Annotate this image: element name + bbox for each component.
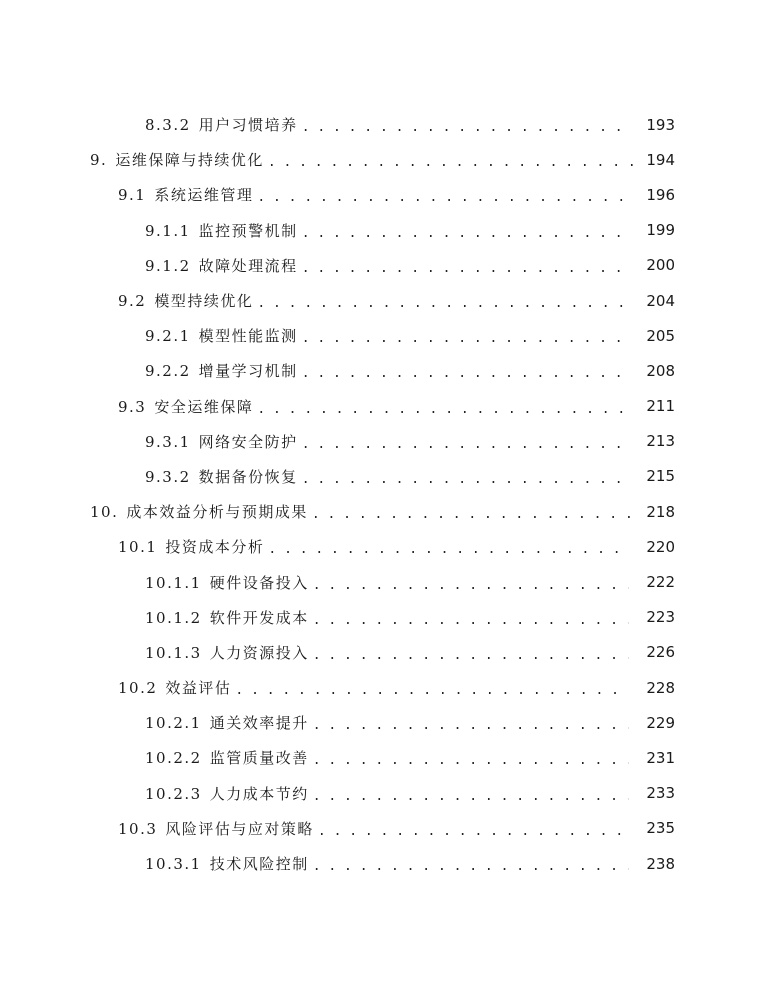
toc-entry[interactable] [0, 177, 765, 212]
toc-entry-title: 模型性能监测 [198, 327, 298, 346]
toc-dot-leader [302, 472, 629, 487]
toc-entry-number: 10.1.2 [145, 608, 202, 627]
toc-page-number: 229 [646, 713, 675, 732]
toc-entry-number: 9.2.1 [145, 327, 191, 346]
toc-entry[interactable] [0, 670, 765, 705]
toc-page-number: 231 [646, 748, 675, 767]
toc-entry[interactable] [0, 740, 765, 775]
toc-entry-title: 软件开发成本 [209, 608, 309, 627]
toc-dot-leader [313, 859, 629, 874]
toc-entry[interactable] [0, 107, 765, 142]
toc-entry-number: 10.2.2 [145, 749, 202, 768]
toc-entry[interactable] [0, 248, 765, 283]
toc-dot-leader [302, 331, 629, 346]
toc-entry[interactable] [0, 564, 765, 599]
toc-entry-label [145, 572, 309, 593]
toc-page-number: 220 [646, 537, 675, 556]
toc-entry-label [145, 853, 309, 874]
toc-page-number: 196 [646, 185, 675, 204]
toc-entry-title: 风险评估与应对策略 [165, 819, 314, 838]
toc-entry-title: 硬件设备投入 [209, 573, 309, 592]
toc-page-number: 223 [646, 608, 675, 627]
toc-entry-title: 效益评估 [165, 679, 232, 698]
toc-entry-label [145, 642, 309, 663]
toc-entry-title: 监管质量改善 [209, 749, 309, 768]
toc-entry-number: 9.2 [118, 292, 147, 311]
toc-entry-label [145, 712, 309, 733]
toc-entry-title: 监控预警机制 [198, 221, 298, 240]
toc-entry-title: 技术风险控制 [209, 855, 309, 874]
toc-page-number: 238 [646, 854, 675, 873]
toc-entry-title: 故障处理流程 [198, 256, 298, 275]
toc-entry[interactable] [0, 705, 765, 740]
toc-entry[interactable] [0, 142, 765, 177]
toc-entry-title: 投资成本分析 [165, 538, 265, 557]
toc-entry-title: 安全运维保障 [154, 397, 254, 416]
toc-entry-label [145, 607, 309, 628]
toc-entry-title: 增量学习机制 [198, 362, 298, 381]
toc-entry[interactable] [0, 459, 765, 494]
toc-entry-number: 8.3.2 [145, 116, 191, 135]
toc-entry-title: 系统运维管理 [154, 186, 254, 205]
toc-page-number: 213 [646, 432, 675, 451]
toc-entry-number: 9.3.2 [145, 467, 191, 486]
toc-entry-title: 运维保障与持续优化 [115, 151, 264, 170]
toc-entry[interactable] [0, 811, 765, 846]
toc-entry-label [145, 747, 309, 768]
toc-entry-number: 10.2 [118, 679, 158, 698]
toc-entry-label [145, 360, 298, 381]
toc-entry-number: 10.1 [118, 538, 158, 557]
toc-page-number: 199 [646, 221, 675, 240]
toc-entry-label [90, 501, 308, 522]
toc-dot-leader [318, 824, 629, 839]
toc-entry-title: 模型持续优化 [154, 292, 254, 311]
toc-entry[interactable] [0, 213, 765, 248]
toc-dot-leader [257, 296, 629, 311]
toc-entry-label [145, 466, 298, 487]
toc-dot-leader [302, 226, 629, 241]
toc-entry[interactable] [0, 353, 765, 388]
toc-entry-number: 9.1 [118, 186, 147, 205]
toc-entry-label [145, 114, 298, 135]
toc-page-number: 228 [646, 678, 675, 697]
toc-entry-title: 用户习惯培养 [198, 116, 298, 135]
toc-entry-label [118, 536, 264, 557]
toc-entry-label [118, 396, 253, 417]
toc-entry-label [145, 220, 298, 241]
toc-dot-leader [313, 578, 629, 593]
toc-page-number: 205 [646, 326, 675, 345]
toc-dot-leader [313, 648, 629, 663]
toc-entry[interactable] [0, 494, 765, 529]
toc-entry-number: 9.1.1 [145, 221, 191, 240]
toc-entry-label [90, 149, 264, 170]
toc-entry-title: 人力资源投入 [209, 643, 309, 662]
toc-page-number: 235 [646, 819, 675, 838]
toc-entry-number: 9.2.2 [145, 362, 191, 381]
toc-page-number: 194 [646, 150, 675, 169]
toc-page-number: 222 [646, 573, 675, 592]
toc-page-number: 226 [646, 643, 675, 662]
toc-dot-leader [302, 437, 629, 452]
toc-dot-leader [268, 542, 629, 557]
toc-page-number: 211 [646, 397, 675, 416]
toc-dot-leader [268, 155, 635, 170]
toc-dot-leader [235, 683, 629, 698]
toc-entry-title: 通关效率提升 [209, 714, 309, 733]
toc-dot-leader [312, 507, 635, 522]
toc-entry[interactable] [0, 389, 765, 424]
toc-entry[interactable] [0, 846, 765, 881]
toc-entry[interactable] [0, 776, 765, 811]
toc-entry-label [145, 431, 298, 452]
toc-dot-leader [302, 261, 629, 276]
toc-page-number: 193 [646, 115, 675, 134]
toc-dot-leader [302, 120, 629, 135]
toc-entry-label [118, 677, 231, 698]
toc-entry-title: 成本效益分析与预期成果 [126, 503, 308, 522]
toc-page-number: 233 [646, 784, 675, 803]
toc-page-number: 204 [646, 291, 675, 310]
toc-page-number: 218 [646, 502, 675, 521]
toc-dot-leader [257, 402, 629, 417]
toc-dot-leader [313, 613, 629, 628]
toc-dot-leader [257, 190, 629, 205]
toc-entry-label [118, 290, 253, 311]
toc-dot-leader [313, 789, 629, 804]
toc-entry-number: 9.3.1 [145, 432, 191, 451]
toc-entry-label [118, 184, 253, 205]
toc-entry[interactable] [0, 424, 765, 459]
toc-entry-title: 数据备份恢复 [198, 467, 298, 486]
toc-entry-number: 10. [90, 503, 119, 522]
toc-entry-label [118, 818, 314, 839]
toc-dot-leader [302, 366, 629, 381]
toc-entry-label [145, 255, 298, 276]
toc-entry[interactable] [0, 318, 765, 353]
toc-dot-leader [313, 718, 629, 733]
toc-page-number: 200 [646, 256, 675, 275]
toc-entry-number: 10.1.3 [145, 643, 202, 662]
toc-entry[interactable] [0, 529, 765, 564]
toc-entry-number: 10.2.3 [145, 784, 202, 803]
toc-entry-number: 9.3 [118, 397, 147, 416]
toc-entry-number: 10.1.1 [145, 573, 202, 592]
toc-entry-label [145, 325, 298, 346]
table-of-contents [0, 107, 765, 881]
toc-entry-number: 10.3.1 [145, 855, 202, 874]
toc-entry-title: 人力成本节约 [209, 784, 309, 803]
toc-entry-number: 9.1.2 [145, 256, 191, 275]
toc-page-number: 215 [646, 467, 675, 486]
toc-entry-number: 10.2.1 [145, 714, 202, 733]
toc-page-number: 208 [646, 361, 675, 380]
toc-entry-number: 9. [90, 151, 108, 170]
toc-entry-label [145, 783, 309, 804]
toc-dot-leader [313, 753, 629, 768]
toc-entry-title: 网络安全防护 [198, 432, 298, 451]
toc-entry-number: 10.3 [118, 819, 158, 838]
toc-entry[interactable] [0, 600, 765, 635]
toc-entry[interactable] [0, 635, 765, 670]
toc-entry[interactable] [0, 283, 765, 318]
